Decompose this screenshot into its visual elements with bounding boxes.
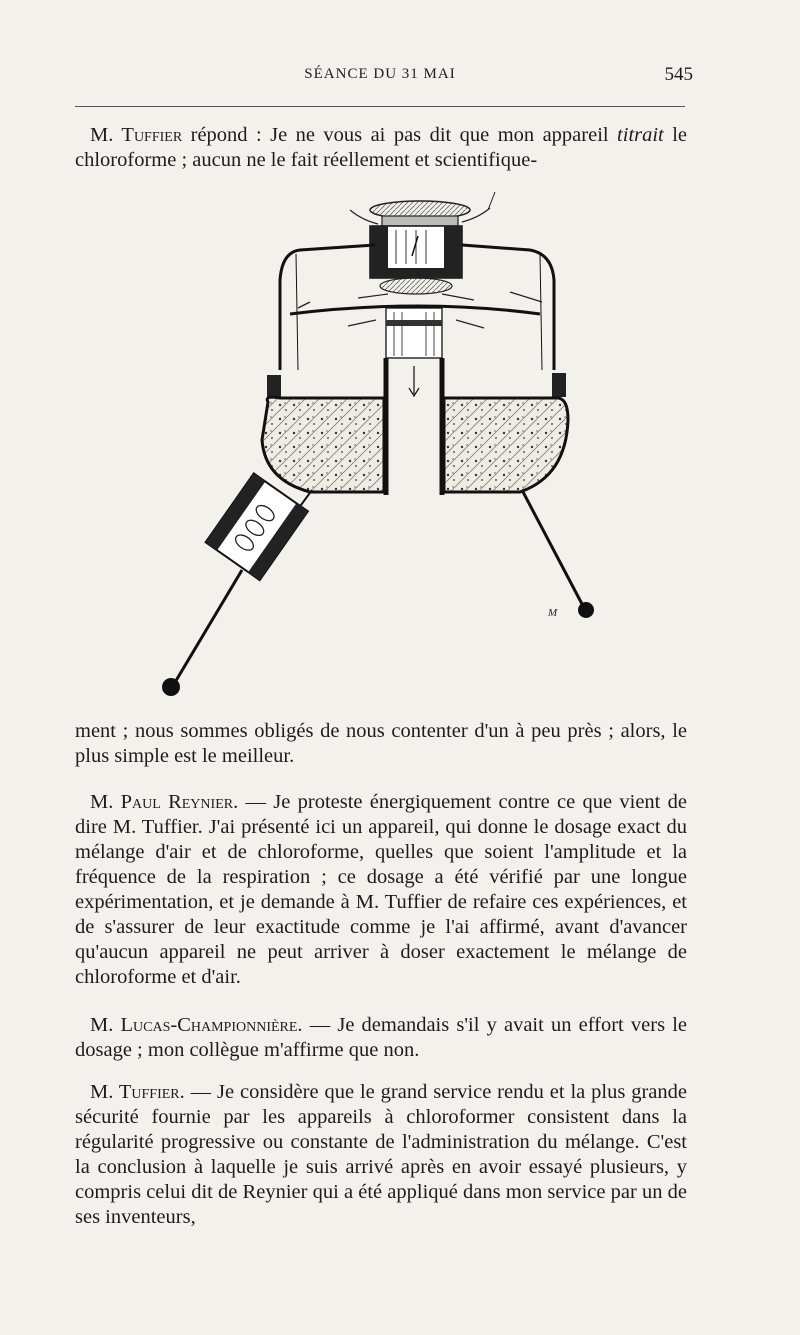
speaker-name: M. Tuffier. [90, 1081, 185, 1103]
left-rod [174, 570, 242, 684]
paragraph-tuffier-conclusion [75, 1080, 687, 1230]
paragraph-continuation [75, 719, 687, 769]
paragraph-text: ment ; nous sommes obligés de nous contenter d'un à peu près ; alors, le plus simple est le meilleur. [75, 720, 687, 767]
speaker-name: M. Tuffier [90, 124, 183, 146]
right-rod [522, 490, 582, 604]
paragraph-text: — Je considère que le grand service rendu et la plus grande sécurité fournie par les appareils à chloroformer consistent dans la régularité progressive ou constante de l'administration du mélange. C'est la conclusion à laquelle je suis arrivé après en avoir essayé plusieurs, y compris celui dit de Reynier qui a été appliqué dans mon service par un de ses inventeurs, [75, 1081, 687, 1228]
paragraph-reynier [75, 790, 687, 990]
emphasis-text: titrait [617, 124, 664, 146]
paragraph-text: — Je demandais s'il y avait un effort vers le dosage ; mon collègue m'affirme que non. [75, 1014, 687, 1061]
running-header [75, 64, 693, 92]
apparatus-figure [150, 190, 620, 705]
right-absorbent-chamber [444, 398, 568, 492]
paragraph-text: répond : Je ne vous ai pas dit que mon appareil [182, 124, 618, 146]
left-knob [162, 678, 180, 696]
chloroform-apparatus-drawing [150, 190, 620, 705]
left-absorbent-chamber [262, 397, 384, 492]
header-title: SÉANCE DU 31 MAI [304, 66, 456, 82]
paragraph-text: le chloroforme ; aucun ne le fait réellement et scientifique- [75, 124, 687, 171]
speaker-name: M. Paul Reynier. [90, 791, 239, 813]
artist-signature: M [548, 607, 558, 619]
paragraph-tuffier-reply [75, 123, 687, 173]
speaker-name: M. Lucas-Championnière. [90, 1014, 303, 1036]
paragraph-text: — Je proteste énergiquement contre ce que vient de dire M. Tuffier. J'ai présenté ici un appareil, qui donne le dosage exact du mélange d'air et de chloroforme, quelles que soient l'amplitude et la fréquence de la respiration ; ce dosage a été vérifié par une longue expérimentation, et je demande à M. Tuffier de refaire ces expériences, et de s'assurer de leur exactitude comme je l'ai affirmé, avant d'avancer qu'aucun appareil ne peut arriver à doser exactement le mélange de chloroforme et d'air. [75, 791, 688, 988]
paragraph-lucas-championniere [75, 1013, 687, 1063]
page-number: 545 [664, 64, 693, 85]
header-rule [75, 106, 685, 107]
right-knob [578, 602, 594, 618]
